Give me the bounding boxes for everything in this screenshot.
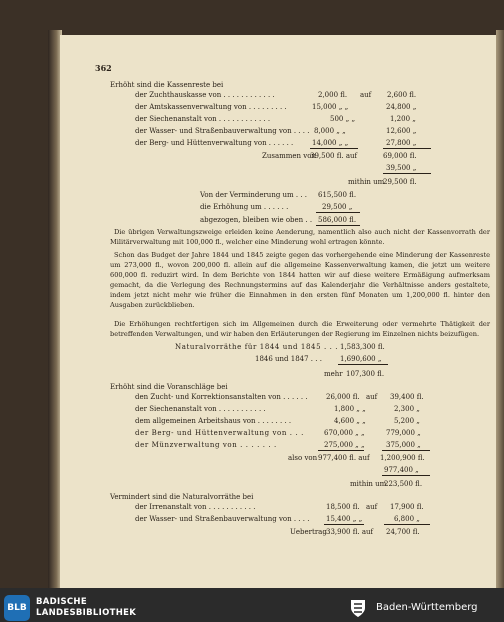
s3-row-label: dem allgemeinen Arbeitshaus von . . . . . . . . xyxy=(135,417,292,425)
s3-row-from: 4,600 „ „ xyxy=(334,417,366,425)
sum-rule xyxy=(318,450,364,451)
s3-row-label: der Berg- und Hüttenverwaltung von . . . xyxy=(135,429,304,437)
s1-row-to: 27,800 „ xyxy=(386,139,417,147)
blb-name-line2: LANDESBIBLIOTHEK xyxy=(36,608,137,618)
mehr-value: 107,300 fl. xyxy=(346,370,385,378)
sum-rule xyxy=(382,475,430,476)
naturalvorraethe-value-2: 1,690,600 „ xyxy=(340,355,382,363)
paragraph: Schon das Budget der Jahre 1844 und 1845 zeigte gegen das vorhergehende eine Minderung der Kassenreste um 273,000 fl., wovon 200,000 fl. allein auf die allgemeine Kassenverwaltung kamen, die jetzt um weitere 600,000 fl. reduzirt wird. In dem Berichte von 1844 hatten wir auf diese weitere Ermäßigung aufmerksam gemacht, da die Verlegung des Rechnungstermins auf das Kalenderjahr die Verhältnisse anders gestaltete, indem jetzt nicht mehr wie früher die Einnahmen in den ersten fünf Monaten um 1,200,000 fl. hinter den Ausgaben zurückblieben. xyxy=(110,251,490,309)
abgezogen-label: abgezogen, bleiben wie oben . . xyxy=(200,216,313,224)
abgezogen-value: 586,000 fl. xyxy=(318,216,357,224)
section3-heading: Erhöht sind die Voranschläge bei xyxy=(110,383,228,391)
sum-rule xyxy=(324,524,364,525)
s4-row-label: der Wasser- und Straßenbauverwaltung von . . . . xyxy=(135,515,310,523)
s1-row-label: der Zuchthauskasse von . . . . . . . . . . . . xyxy=(135,91,275,99)
s4-row-from: 18,500 fl. xyxy=(326,503,360,511)
s3-row-label: den Zucht- und Korrektionsanstalten von . . . . . . xyxy=(135,393,308,401)
s4-row-to: 17,900 fl. xyxy=(390,503,424,511)
sum-rule xyxy=(310,148,358,149)
s3-row-to: 375,000 „ xyxy=(386,441,421,449)
verminderung-value: 615,500 fl. xyxy=(318,191,357,199)
s3-row-from: 670,000 „ „ xyxy=(324,429,365,437)
sum-rule xyxy=(382,450,430,451)
s1-row-to: 12,600 „ xyxy=(386,127,417,135)
sum-rule xyxy=(383,148,431,149)
naturalvorraethe-value-1: 1,583,300 fl. xyxy=(340,343,385,351)
section4-heading: Vermindert sind die Naturalvorräthe bei xyxy=(110,493,254,501)
s1-row-from: 15,000 „ „ xyxy=(312,103,349,111)
s1-zusammen-from: 39,500 fl. auf xyxy=(310,152,358,160)
s3-row-label: der Münzverwaltung von . . . . . . . xyxy=(135,441,277,449)
s3-row-to: 779,000 „ xyxy=(386,429,421,437)
s3-row-to: 2,300 „ xyxy=(394,405,420,413)
page-edge xyxy=(496,30,504,588)
verminderung-label: Von der Verminderung um . . . xyxy=(200,191,308,199)
s1-mithin-label: mithin um xyxy=(348,178,385,186)
s1-row-from: 2,000 fl. xyxy=(318,91,348,99)
sum-rule xyxy=(316,212,360,213)
bw-brand-text[interactable]: Baden-Württemberg xyxy=(376,602,478,613)
sum-rule xyxy=(316,225,360,226)
book-page xyxy=(60,35,496,588)
s3-row-auf: auf xyxy=(366,393,378,401)
naturalvorraethe-label-2: 1846 und 1847 . . . xyxy=(255,355,322,363)
uebertrag-to: 24,700 fl. xyxy=(386,528,420,536)
s4-row-to: 6,800 „ xyxy=(394,515,420,523)
section1-heading: Erhöht sind die Kassenreste bei xyxy=(110,81,224,89)
blb-name-line1: BADISCHE xyxy=(36,597,87,607)
s3-row-to: 5,200 „ xyxy=(394,417,420,425)
s4-row-auf: auf xyxy=(366,503,378,511)
s3-also-to: 1,200,900 fl. xyxy=(380,454,425,462)
paragraph: Die übrigen Verwaltungszweige erleiden keine Aenderung, namentlich also auch nicht der Kassenvorrath der Militärverwaltung mit 100,000 fl., welcher eine Minderung wohl ertragen könnte. xyxy=(110,228,490,246)
s3-mithin-label: mithin um xyxy=(350,480,387,488)
s1-row-to: 2,600 fl. xyxy=(387,91,417,99)
s1-row-auf: auf xyxy=(360,91,372,99)
uebertrag-label: Uebertrag xyxy=(290,528,327,536)
s1-sub-value: 39,500 „ xyxy=(386,164,417,172)
paragraph: Die Erhöhungen rechtfertigen sich im Allgemeinen durch die Erweiterung oder vermehrte Thätigkeit der betreffenden Verwaltungen, und wir haben den Erläuterungen der Regierung im Einzelnen nichts beizufügen. xyxy=(110,320,490,338)
s1-zusammen-to: 69,000 fl. xyxy=(383,152,417,160)
erhoehung-value: 29,500 „ xyxy=(322,203,353,211)
s1-row-from: 8,000 „ „ xyxy=(314,127,346,135)
s1-row-label: der Siechenanstalt von . . . . . . . . . . . . xyxy=(135,115,271,123)
s3-mithin-value: 223,500 fl. xyxy=(384,480,423,488)
mehr-label: mehr xyxy=(324,370,343,378)
s3-row-label: der Siechenanstalt von . . . . . . . . . . . xyxy=(135,405,266,413)
s3-row-to: 39,400 fl. xyxy=(390,393,424,401)
s1-row-to: 1,200 „ xyxy=(390,115,416,123)
s3-row-from: 1,800 „ „ xyxy=(334,405,366,413)
s1-row-label: der Amtskassenverwaltung von . . . . . . . . . xyxy=(135,103,287,111)
s1-row-label: der Wasser- und Straßenbauverwaltung von . . . . xyxy=(135,127,310,135)
s1-row-label: der Berg- und Hüttenverwaltung von . . . . . . xyxy=(135,139,294,147)
s1-row-from: 14,000 „ „ xyxy=(312,139,349,147)
s3-row-from: 26,000 fl. xyxy=(326,393,360,401)
uebertrag-from: 33,900 fl. auf xyxy=(326,528,374,536)
s4-row-label: der Irrenanstalt von . . . . . . . . . . . xyxy=(135,503,256,511)
naturalvorraethe-label-1: Naturalvorräthe für 1844 und 1845 . . . xyxy=(175,343,339,351)
blb-logo[interactable]: BLB xyxy=(4,595,30,621)
s1-zusammen-label: Zusammen von xyxy=(262,152,316,160)
coat-of-arms-icon xyxy=(348,598,368,618)
s3-also-from: 977,400 fl. auf xyxy=(318,454,370,462)
s1-row-from: 500 „ „ xyxy=(330,115,356,123)
sum-rule xyxy=(384,524,430,525)
s3-sub-value: 977,400 „ xyxy=(384,466,419,474)
sum-rule xyxy=(338,364,388,365)
page-number: 362 xyxy=(95,63,112,73)
erhoehung-label: die Erhöhung um . . . . . . xyxy=(200,203,289,211)
s1-row-to: 24,800 „ xyxy=(386,103,417,111)
sum-rule xyxy=(383,173,431,174)
s3-also-label: also von xyxy=(288,454,318,462)
s1-mithin-value: 29,500 fl. xyxy=(383,178,417,186)
s3-row-from: 275,000 „ „ xyxy=(324,441,365,449)
s4-row-from: 15,400 „ „ xyxy=(326,515,363,523)
